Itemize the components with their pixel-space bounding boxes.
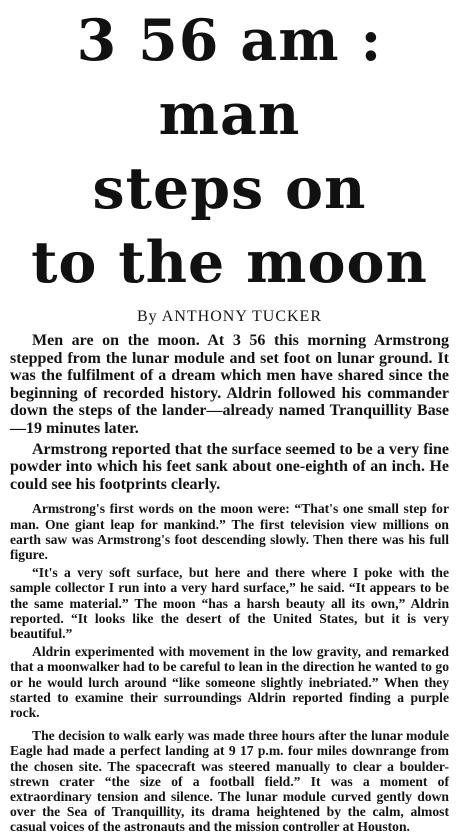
- headline: [10, 4, 449, 300]
- headline-line-2: steps on: [92, 155, 367, 222]
- article-paragraph-4: “It's a very soft surface, but here and there where I poke with the sample collector I run into a very hard surface,” he said. “It appears to be the same material.” The moon “has a harsh beauty all its own,” Aldrin reported. “It looks like the desert of the United States, but it is very beautiful.”: [10, 565, 449, 641]
- article-paragraph-3: Armstrong's first words on the moon were: “That's one small step for man. One giant leap for mankind.” The first television view millions on earth saw was Armstrong's foot descending slowly. Then there was his full figure.: [10, 501, 449, 562]
- article-paragraph-1: Men are on the moon. At 3 56 this morning Armstrong stepped from the lunar module and set foot on lunar ground. It was the fulfilment of a dream which men have shared since the beginning of recorded history. Aldrin followed his commander down the steps of the lander—already named Tranquillity Base—19 minutes later.: [10, 332, 449, 437]
- article-body: [10, 332, 449, 835]
- article-paragraph-6: The decision to walk early was made three hours after the lunar module Eagle had made a perfect landing at 9 17 p.m. four miles downrange from the chosen site. The spacecraft was steered manually to clear a boulder-strewn crater “the size of a football field.” It was a moment of extraordinary tension and silence. The lunar module curved gently down over the Sea of Tranquillity, its drama heightened by the calm, almost casual voices of the astronauts and the mission controller at Houston.: [10, 728, 449, 835]
- article-paragraph-5: Aldrin experimented with movement in the low gravity, and remarked that a moonwalker had to be careful to lean in the direction he wanted to go or he would lurch around “like someone slightly inebriated.” When they started to examine their surroundings Aldrin reported finding a purple rock.: [10, 644, 449, 720]
- article-paragraph-2: Armstrong reported that the surface seemed to be a very fine powder into which his feet sank about one-eighth of an inch. He could see his footprints clearly.: [10, 440, 449, 493]
- headline-line-1: 3 56 am : man: [76, 7, 383, 148]
- byline: By ANTHONY TUCKER: [136, 308, 322, 325]
- headline-line-3: to the moon: [31, 229, 428, 296]
